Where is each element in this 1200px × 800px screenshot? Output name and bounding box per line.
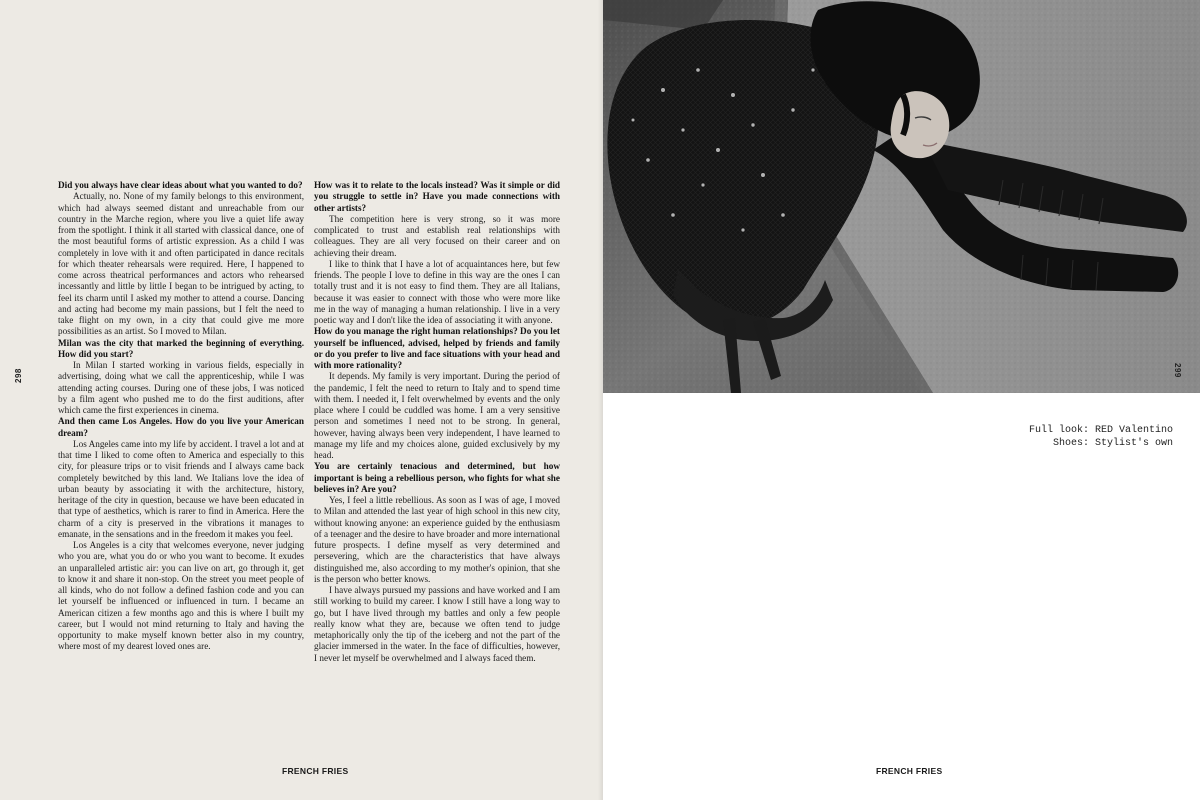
interview-question: You are certainly tenacious and determined, but how important is being a rebellious person, who fights for what she believes in? Are you? — [314, 461, 560, 494]
interview-question: How do you manage the right human relationships? Do you let yourself be influenced, advised, helped by friends and family or do you prefer to live and face situations with your head and with more rationality? — [314, 326, 560, 370]
interview-question: Milan was the city that marked the beginning of everything. How did you start? — [58, 337, 304, 359]
interview-answer: It depends. My family is very important. During the period of the pandemic, I felt the need to return to Italy and to spend time with them. I needed it, I felt overwhelmed by events and the only place where I could be cuddled was home. I am a very sensitive person and sometimes I need not to be strong. In general, however, having always been very independent, I have learned to manage my life and my choices alone, guided exclusively by my head. — [314, 371, 560, 460]
fashion-photo — [603, 0, 1200, 393]
credit-full-look: Full look: RED Valentino — [1028, 425, 1173, 436]
interview-question: How was it to relate to the locals instead? Was it simple or did you struggle to settle in? Have you made connections with other artists? — [314, 180, 560, 213]
interview-question: And then came Los Angeles. How do you live your American dream? — [58, 416, 304, 438]
credit-shoes: Shoes: Stylist's own — [1052, 438, 1173, 449]
interview-answer: In Milan I started working in various fields, especially in advertising, doing what we call the apprenticeship, while I was attending acting courses. During one of these jobs, I was noticed by a film agent who pushed me to do the first auditions, after which came the first experiences in cinema. — [58, 360, 304, 415]
footer-right: FRENCH FRIES — [876, 766, 943, 776]
footer-left: FRENCH FRIES — [282, 766, 349, 776]
photo-illustration — [603, 0, 1200, 393]
page-number-left: 298 — [14, 368, 23, 383]
interview-answer: I like to think that I have a lot of acquaintances here, but few friends. The people I love to define in this way are the ones I can totally trust and it is not easy to find them. They are all Italians, because it was easier to connect with those who were more like me in the way of managing a human relationship. I live in a very poetic way and I don't like the idea of associating it with anyone. — [314, 258, 560, 325]
interview-answer: Los Angeles came into my life by accident. I travel a lot and at that time I liked to come often to America and especially to this city, for pleasure trips or to visit friends and I always came back completely bewitched by this land. We Italians love the idea of urban beauty by associating it with the architecture, history, heritage of the city in question, because we have been educated in that type of aesthetics, which is rarer to find in America. Here the charm of a city is preserved in the vibrations it manages to emanate, in the sensations and in the freedom it makes you feel. — [58, 438, 304, 539]
text-column-2 — [314, 180, 560, 664]
interview-question: Did you always have clear ideas about what you wanted to do? — [58, 180, 303, 190]
styling-credits — [980, 424, 1173, 450]
text-column-1 — [58, 180, 304, 653]
page-number-right: 299 — [1173, 363, 1182, 378]
interview-answer: Actually, no. None of my family belongs to this environment, which had always seemed distant and unreachable from our country in the Marche region, where you live a quiet life away from the spotlight. I think it all started with classical dance, one of the most beautiful forms of artistic expression. As a child I was completely in love with it and often participated in dance recitals for which theater rehearsals were required. Here, I happened to come across theatrical performances and actors who rehearsed incessantly and little by little I began to be intrigued by acting, to feel its charm until I asked my mother to attend a course. Dancing and acting had become my main passions, but I felt the need to take flight on my own, in a city that could give me more possibilities as an artist. So I moved to Milan. — [58, 191, 304, 337]
interview-answer: I have always pursued my passions and have worked and I am still working to build my career. I know I still have a long way to go, but I have lived through my battles and only a few people really know what they are, because we often tend to judge metaphorically only the tip of the iceberg and not the part of the glacier immersed in the water. In the face of difficulties, however, I never let myself be overwhelmed and I always faced them. — [314, 585, 560, 663]
interview-answer: Los Angeles is a city that welcomes everyone, never judging who you are, what you do or who you want to become. It exudes an unparalleled artistic air: you can live on art, go through it, get to know it and share it non-stop. On the street you meet people of all kinds, who do not follow a defined fashion code and you can let yourself be influenced or influenced in turn. I became an American citizen a few months ago and this is where I built my career, but I would not mind returning to Italy and having the opportunity to make myself known better also in my country, where most of my dearest loved ones are. — [58, 540, 304, 652]
interview-answer: Yes, I feel a little rebellious. As soon as I was of age, I moved to Milan and attended the last year of high school in this new city, without knowing anyone: an experience guided by the enthusiasm of a teenager and the desire to have broader and more international future prospects. I define myself as very determined and persevering, which are the characteristics that have always distinguished me, also according to my mother's opinion, that she is the person who better knows. — [314, 495, 560, 584]
interview-answer: The competition here is very strong, so it was more complicated to trust and establish real relationships with colleagues. They are all very focused on their career and on achieving their dream. — [314, 213, 560, 258]
